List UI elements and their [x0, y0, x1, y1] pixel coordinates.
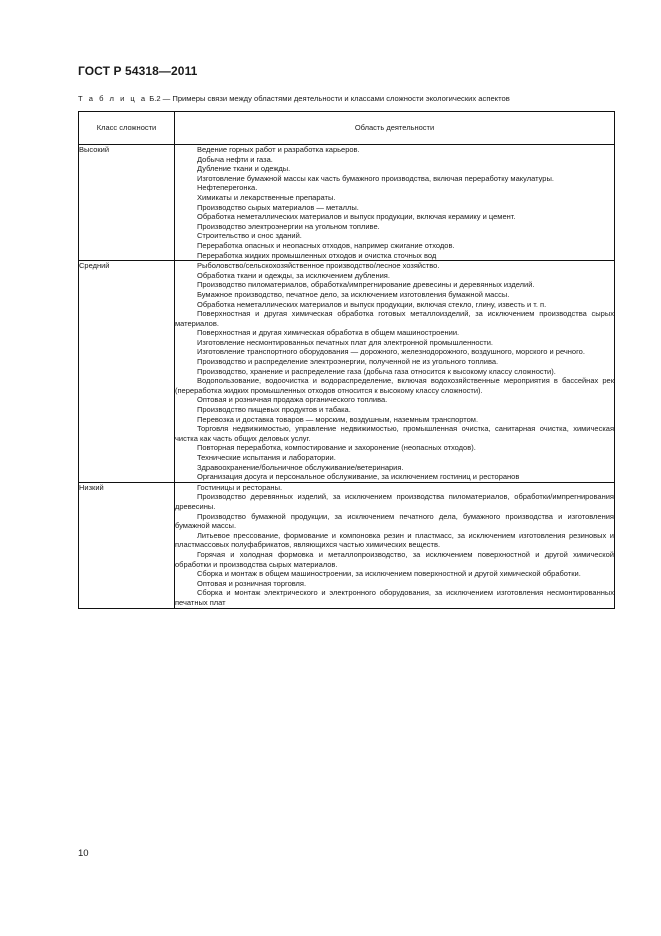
activity-entry: Гостиницы и рестораны. — [197, 482, 283, 492]
activity-entry: Оптовая и розничная торговля. — [197, 578, 307, 588]
activity-area-cell — [175, 261, 615, 483]
complexity-class-cell: Низкий — [79, 482, 175, 608]
activity-entry: Литьевое прессование, формование и компоновка резин и пластмасс, за исключением изготовления резиновых и пластмассовых полуфабрикатов, являющихся частью химических веществ. — [175, 530, 614, 550]
activity-entry: Производство пиломатериалов, обработка/импрегнирование древесины и деревянных изделий. — [197, 280, 535, 290]
activity-entry: Производство сырых материалов — металлы. — [197, 202, 359, 212]
table-header-row — [79, 112, 615, 145]
activity-entry: Бумажное производство, печатное дело, за исключением изготовления бумажной массы. — [197, 289, 510, 299]
activity-entry: Изготовление транспортного оборудования — дорожного, железнодорожного, воздушного, морского и речного. — [197, 347, 585, 357]
activity-entry: Строительство и снос зданий. — [197, 231, 302, 241]
column-header-activity: Область деятельности — [175, 112, 615, 145]
activity-entry: Химикаты и лекарственные препараты. — [197, 192, 336, 202]
activity-entry: Поверхностная и другая химическая обработка в общем машиностроении. — [197, 328, 460, 338]
table-row — [79, 261, 615, 483]
activity-entry: Переработка жидких промышленных отходов и очистка сточных вод — [197, 250, 437, 260]
activity-entry: Изготовление бумажной массы как часть бумажного производства, включая переработку макулатуры. — [197, 173, 554, 183]
activity-entry: Переработка опасных и неопасных отходов, например сжигание отходов. — [197, 240, 455, 250]
activity-entry: Торговля недвижимостью, управление недвижимостью, промышленная очистка, санитарная очистка, химическая чистка как часть общих деловых услуг. — [175, 424, 614, 443]
activity-entry: Добыча нефти и газа. — [197, 154, 273, 164]
activity-entry: Производство и распределение электроэнергии, полученной не из угольного топлива. — [197, 357, 499, 367]
activity-area-cell — [175, 482, 615, 608]
activity-entry: Обработка ткани и одежды, за исключением дубления. — [197, 270, 390, 280]
activity-entry: Нефтеперегонка. — [197, 183, 258, 193]
activity-entry: Ведение горных работ и разработка карьеров. — [197, 145, 360, 154]
activity-entry: Технические испытания и лаборатории. — [197, 453, 336, 462]
activity-entry: Производство электроэнергии на угольном топливе. — [197, 221, 380, 231]
table-row — [79, 482, 615, 608]
activity-entry: Обработка неметаллических материалов и выпуск продукции, включая керамику и цемент. — [197, 212, 516, 222]
activity-complexity-table — [78, 111, 615, 609]
activity-entry: Повторная переработка, компостирование и захоронение (неопасных отходов). — [197, 443, 476, 453]
caption-text: Б.2 — Примеры связи между областями деятельности и классами сложности экологических аспектов — [147, 94, 510, 103]
activity-entry: Обработка неметаллических материалов и выпуск продукции, включая стекло, глину, известь и т. п. — [197, 299, 547, 309]
activity-area-cell — [175, 145, 615, 261]
activity-entry: Сборка и монтаж в общем машиностроении, за исключением поверхностной и другой химической обработки. — [197, 569, 581, 579]
table-caption — [78, 94, 610, 103]
activity-entry: Производство пищевых продуктов и табака. — [197, 405, 351, 415]
activity-entry: Рыболовство/сельскохозяйственное производство/лесное хозяйство. — [197, 261, 440, 271]
activity-entry: Оптовая и розничная продажа органического топлива. — [197, 395, 388, 405]
activity-entry: Водопользование, водоочистка и водораспределение, включая водохозяйственные мероприятия в бассейнах рек (переработка жидких промышленных отходов относится к высокому классу сложности). — [175, 376, 614, 395]
complexity-class-cell: Высокий — [79, 145, 175, 261]
activity-entry: Поверхностная и другая химическая обработка готовых металлоизделий, за исключением производства сырых материалов. — [175, 309, 614, 328]
page-number: 10 — [78, 848, 89, 859]
activity-entry: Производство, хранение и распределение газа (добыча газа относится к высокому классу сложности). — [197, 366, 556, 376]
activity-entry: Производство бумажной продукции, за исключением печатного дела, бумажного производства и изготовления бумажной массы. — [175, 511, 614, 531]
caption-prefix: Т а б л и ц а — [78, 94, 148, 103]
activity-entry: Дубление ткани и одежды. — [197, 164, 291, 174]
activity-entry: Здравоохранение/больничное обслуживание/ветеринария. — [197, 462, 404, 472]
activity-entry: Организация досуга и персональное обслуживание, за исключением гостиниц и ресторанов — [197, 472, 520, 482]
activity-entry: Перевозка и доставка товаров — морским, воздушным, наземным транспортом. — [197, 414, 479, 424]
column-header-class: Класс сложности — [79, 112, 175, 145]
activity-entry: Сборка и монтаж электрического и электронного оборудования, за исключением изготовления несмонтированных печатных плат — [175, 588, 614, 607]
document-header: ГОСТ Р 54318—2011 — [78, 64, 198, 78]
complexity-class-cell: Средний — [79, 261, 175, 483]
activity-entry: Производство деревянных изделий, за исключением производства пиломатериалов, обработки/импрегнирования древесины. — [175, 492, 614, 511]
table-row — [79, 145, 615, 261]
activity-entry: Горячая и холодная формовка и металлопроизводство, за исключением поверхностной и другой химической обработки и производства сырых материалов. — [175, 549, 614, 569]
activity-entry: Изготовление несмонтированных печатных плат для электронной промышленности. — [197, 337, 494, 347]
